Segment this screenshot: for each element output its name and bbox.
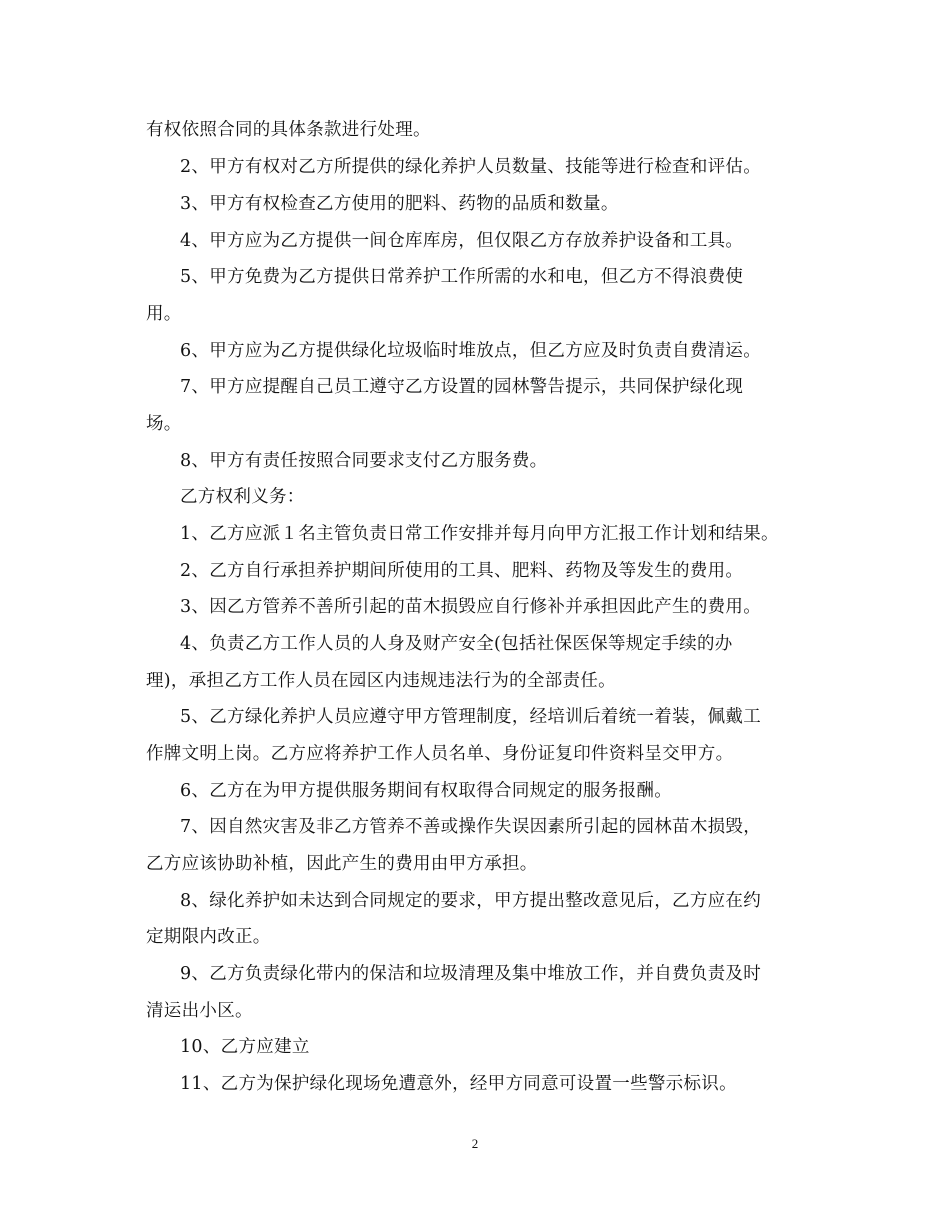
paragraph-line: 3、甲方有权检查乙方使用的肥料、药物的品质和数量。 [180, 194, 619, 214]
paragraph-line: 3、因乙方管养不善所引起的苗木损毁应自行修补并承担因此产生的费用。 [180, 597, 762, 617]
paragraph-line: 5、甲方免费为乙方提供日常养护工作所需的水和电，但乙方不得浪费使 [180, 267, 744, 287]
paragraph-line: 9、乙方负责绿化带内的保洁和垃圾清理及集中堆放工作，并自费负责及时 [180, 964, 762, 984]
paragraph-line: 8、甲方有责任按照合同要求支付乙方服务费。 [180, 451, 548, 471]
paragraph-line: 场。 [146, 414, 182, 434]
page-number: 2 [471, 1136, 479, 1151]
paragraph-line: 定期限内改正。 [146, 927, 271, 947]
paragraph-line: 5、乙方绿化养护人员应遵守甲方管理制度，经培训后着统一着装，佩戴工 [180, 707, 762, 727]
paragraph-line: 2、甲方有权对乙方所提供的绿化养护人员数量、技能等进行检查和评估。 [180, 157, 762, 177]
paragraph-line: 清运出小区。 [146, 1001, 253, 1021]
paragraph-line: 作牌文明上岗。乙方应将养护工作人员名单、身份证复印件资料呈交甲方。 [146, 744, 734, 764]
paragraph-line: 有权依照合同的具体条款进行处理。 [146, 120, 431, 140]
paragraph-line: 6、甲方应为乙方提供绿化垃圾临时堆放点，但乙方应及时负责自费清运。 [180, 341, 762, 361]
section-heading: 乙方权利义务： [180, 487, 305, 507]
paragraph-line: 7、因自然灾害及非乙方管养不善或操作失误因素所引起的园林苗木损毁， [180, 817, 762, 837]
paragraph-line: 6、乙方在为甲方提供服务期间有权取得合同规定的服务报酬。 [180, 781, 673, 801]
paragraph-line: 1、乙方应派１名主管负责日常工作安排并每月向甲方汇报工作计划和结果。 [180, 524, 779, 544]
paragraph-line: 乙方应该协助补植，因此产生的费用由甲方承担。 [146, 854, 538, 874]
paragraph-line: 11、乙方为保护绿化现场免遭意外，经甲方同意可设置一些警示标识。 [180, 1074, 737, 1094]
paragraph-line: 4、甲方应为乙方提供一间仓库库房，但仅限乙方存放养护设备和工具。 [180, 231, 744, 251]
paragraph-line: 8、绿化养护如未达到合同规定的要求，甲方提出整改意见后，乙方应在约 [180, 891, 762, 911]
paragraph-line: 7、甲方应提醒自己员工遵守乙方设置的园林警告提示，共同保护绿化现 [180, 377, 744, 397]
paragraph-line: 2、乙方自行承担养护期间所使用的工具、肥料、药物及等发生的费用。 [180, 561, 744, 581]
paragraph-line: 10、乙方应建立 [180, 1037, 310, 1057]
paragraph-line: 用。 [146, 304, 182, 324]
paragraph-line: 理)，承担乙方工作人员在园区内违规违法行为的全部责任。 [146, 671, 616, 691]
paragraph-line: 4、负责乙方工作人员的人身及财产安全(包括社保医保等规定手续的办 [180, 634, 733, 654]
